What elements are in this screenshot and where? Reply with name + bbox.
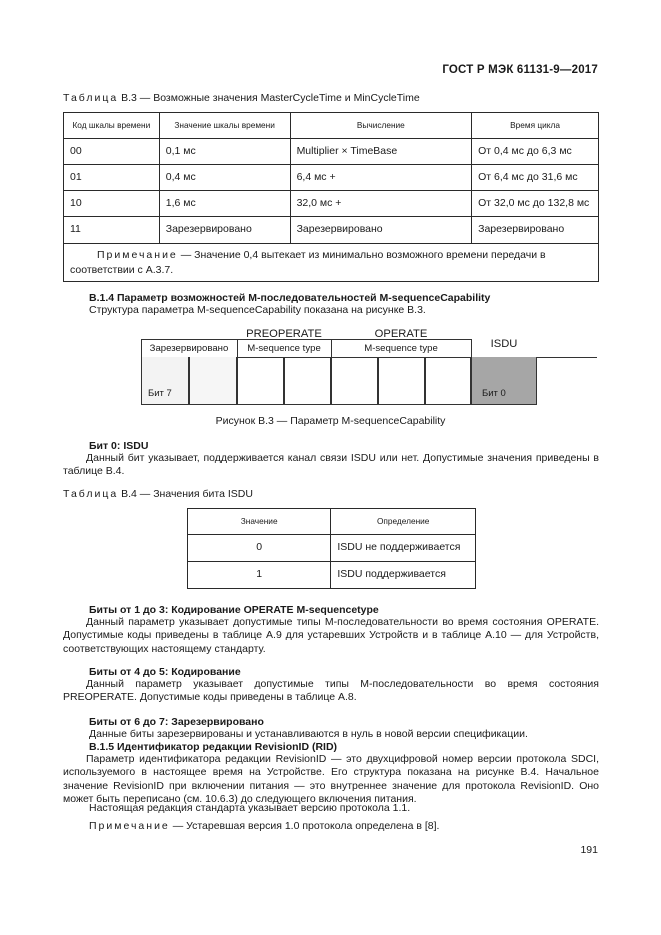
section-b14-heading: В.1.4 Параметр возможностей М-последовательностей M-sequenceCapability bbox=[89, 292, 491, 304]
bit0-text: Данный бит указывает, поддерживается канал связи ISDU или нет. Допустимые значения приведены в таблице В.4. bbox=[63, 452, 599, 478]
table-b4-caption-text: В.4 — Значения бита ISDU bbox=[121, 488, 253, 500]
figure-label-mseq-type-operate: M-sequence type bbox=[364, 343, 438, 354]
table-cell: 6,4 мс + bbox=[290, 165, 472, 191]
table-b3 bbox=[63, 112, 599, 282]
bits13-heading: Биты от 1 до 3: Кодирование OPERATE M-sequencetype bbox=[89, 604, 379, 616]
table-b3-note bbox=[64, 244, 599, 282]
table-cell: 32,0 мс + bbox=[290, 191, 472, 217]
table-cell: ISDU поддерживается bbox=[331, 562, 476, 589]
table-cell: ISDU не поддерживается bbox=[331, 535, 476, 562]
section-b15-text2: Настоящая редакция стандарта указывает версию протокола 1.1. bbox=[89, 802, 411, 814]
table-cell: 1,6 мс bbox=[159, 191, 290, 217]
table-row bbox=[64, 217, 599, 244]
figure-b3-diagram bbox=[141, 325, 597, 410]
table-cell: 10 bbox=[64, 191, 160, 217]
table-cell: Multiplier × TimeBase bbox=[290, 139, 472, 165]
table-note-row bbox=[64, 244, 599, 282]
note-text: — Устаревшая версия 1.0 протокола определена в [8]. bbox=[169, 820, 440, 832]
section-b14-intro: Структура параметра M-sequenceCapability показана на рисунке В.3. bbox=[89, 304, 426, 316]
table-b3-caption bbox=[63, 92, 420, 105]
bit-7-label: Бит 7 bbox=[148, 387, 172, 399]
bits67-text: Данные биты зарезервированы и устанавливаются в нуль в новой версии спецификации. bbox=[89, 728, 528, 740]
table-b3-caption-prefix: Таблица bbox=[63, 92, 119, 104]
note-label: Примечание bbox=[89, 820, 170, 832]
table-row bbox=[64, 165, 599, 191]
figure-label-reserved: Зарезервировано bbox=[149, 343, 229, 354]
table-cell: От 6,4 мс до 31,6 мс bbox=[472, 165, 599, 191]
bit-cell-0 bbox=[471, 357, 537, 405]
table-row bbox=[64, 139, 599, 165]
table-cell: От 0,4 мс до 6,3 мс bbox=[472, 139, 599, 165]
table-b3-col-header: Значение шкалы времени bbox=[159, 113, 290, 139]
bits67-heading: Биты от 6 до 7: Зарезервировано bbox=[89, 716, 264, 728]
table-cell: 0,1 мс bbox=[159, 139, 290, 165]
document-header: ГОСТ Р МЭК 61131-9—2017 bbox=[442, 64, 598, 76]
table-cell: От 32,0 мс до 132,8 мс bbox=[472, 191, 599, 217]
bit-cell-3 bbox=[331, 357, 378, 405]
table-cell: 01 bbox=[64, 165, 160, 191]
note-label: Примечание bbox=[97, 249, 178, 261]
table-b3-caption-text: В.3 — Возможные значения MasterCycleTime и MinCycleTime bbox=[121, 92, 420, 104]
bits45-text: Данный параметр указывает допустимые типы М-последовательности во время состояния PREOPERATE. Допустимые коды приведены в таблице А.8. bbox=[63, 678, 599, 704]
table-b3-col-header: Вычисление bbox=[290, 113, 472, 139]
bit-cell-5 bbox=[237, 357, 284, 405]
table-b4-header-row bbox=[188, 509, 476, 535]
section-b15-note bbox=[89, 820, 439, 833]
bits13-text: Данный параметр указывает допустимые типы М-последовательности во время состояния OPERATE. Допустимые коды приведены в таблице А.9 для устаревших Устройств и в таблице А.10 — для Устройств, соответствующих настоящему стандарту. bbox=[63, 616, 599, 655]
figure-b3-caption: Рисунок В.3 — Параметр M-sequenceCapability bbox=[215, 415, 446, 427]
page-number: 191 bbox=[580, 844, 598, 856]
table-cell: 0,4 мс bbox=[159, 165, 290, 191]
table-b4-caption bbox=[63, 488, 253, 501]
table-row bbox=[188, 535, 476, 562]
section-b15-text: Параметр идентификатора редакции RevisionID — это двухцифровой номер версии протокола SDCI, используемого в настоящее время на Устройстве. Его структура показана на рисунке В.4. Начальное значение RevisionID при включении питания — это внутреннее значение для протокола RevisionID. Оно может быть переписано (см. 10.6.3) до следующего включения питания. bbox=[63, 753, 599, 806]
bits45-heading: Биты от 4 до 5: Кодирование bbox=[89, 666, 241, 678]
table-b4-col-header: Определение bbox=[331, 509, 476, 535]
bit-cell-2 bbox=[378, 357, 425, 405]
bit-cell-4 bbox=[284, 357, 331, 405]
table-b3-header-row bbox=[64, 113, 599, 139]
table-b3-col-header: Время цикла bbox=[472, 113, 599, 139]
table-b3-col-header: Код шкалы времени bbox=[64, 113, 160, 139]
bit-cell-6 bbox=[189, 357, 237, 405]
bit-cell-7 bbox=[141, 357, 189, 405]
table-b4-col-header: Значение bbox=[188, 509, 331, 535]
table-b4-caption-prefix: Таблица bbox=[63, 488, 119, 500]
section-b15-heading: В.1.5 Идентификатор редакции RevisionID (RID) bbox=[89, 741, 338, 753]
table-row bbox=[64, 191, 599, 217]
bit-cell-1 bbox=[425, 357, 471, 405]
table-cell: Зарезервировано bbox=[472, 217, 599, 244]
table-cell: 00 bbox=[64, 139, 160, 165]
note-text: — Значение 0,4 вытекает из минимально возможного времени передачи в соответствии с А.3.7. bbox=[70, 249, 546, 276]
table-row bbox=[188, 562, 476, 589]
table-cell: 0 bbox=[188, 535, 331, 562]
table-cell: 11 bbox=[64, 217, 160, 244]
figure-label-isdu: ISDU bbox=[490, 338, 518, 350]
table-cell: 1 bbox=[188, 562, 331, 589]
figure-label-operate: OPERATE bbox=[374, 328, 428, 340]
figure-label-mseq-type-preoperate: M-sequence type bbox=[247, 343, 321, 354]
table-b4 bbox=[187, 508, 476, 589]
table-cell: Зарезервировано bbox=[159, 217, 290, 244]
table-cell: Зарезервировано bbox=[290, 217, 472, 244]
bit0-heading: Бит 0: ISDU bbox=[89, 440, 149, 452]
figure-label-preoperate: PREOPERATE bbox=[246, 328, 322, 340]
bit-0-label: Бит 0 bbox=[482, 387, 506, 399]
